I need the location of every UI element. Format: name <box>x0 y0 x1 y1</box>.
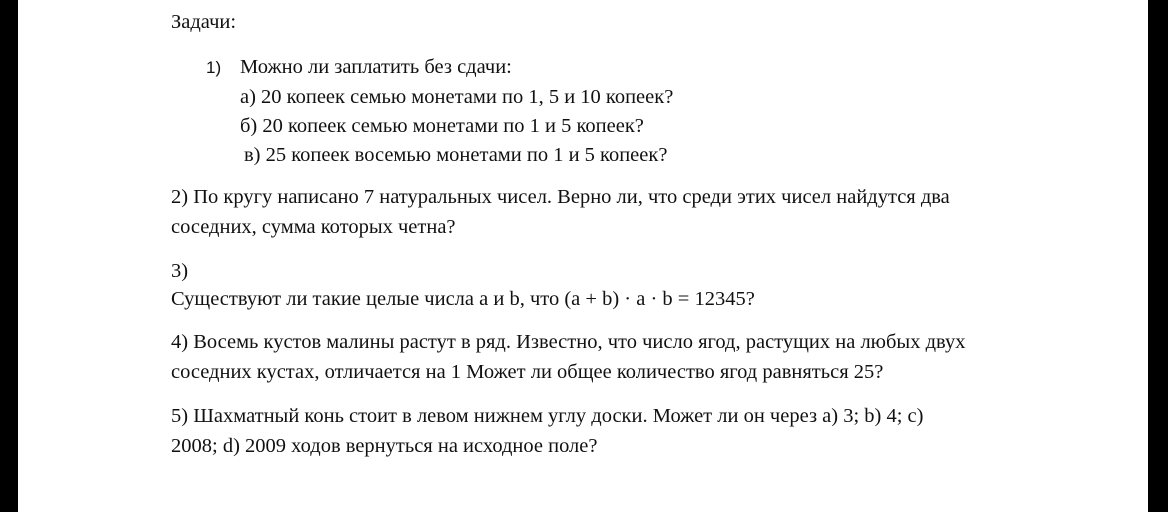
problem-1-number: 1) <box>206 58 222 77</box>
problem-5-line-1: 5) Шахматный конь стоит в левом нижнем углу доски. Может ли он через а) 3; b) 4; c) <box>171 405 924 427</box>
problem-3-question: Существуют ли такие целые числа a и b, что (a + b) · a · b = 12345? <box>171 288 755 310</box>
problem-1-part-a: а) 20 копеек семью монетами по 1, 5 и 10 копеек? <box>240 86 674 108</box>
problem-1-part-c: в) 25 копеек восемью монетами по 1 и 5 копеек? <box>244 144 668 166</box>
problem-1-question: Можно ли заплатить без сдачи: <box>240 56 512 78</box>
problem-3-number: 3) <box>171 260 189 282</box>
problem-2-line-1: 2) По кругу написано 7 натуральных чисел. Верно ли, что среди этих чисел найдутся два <box>171 186 950 208</box>
problem-5-line-2: 2008; d) 2009 ходов вернуться на исходное поле? <box>171 435 598 457</box>
page-heading: Задачи: <box>171 11 237 33</box>
problem-2-line-2: соседних, сумма которых четна? <box>171 216 456 238</box>
problem-4-line-1: 4) Восемь кустов малины растут в ряд. Известно, что число ягод, растущих на любых двух <box>171 331 966 353</box>
problem-4-line-2: соседних кустах, отличается на 1 Может ли общее количество ягод равняться 25? <box>171 361 884 383</box>
problem-1-part-b: б) 20 копеек семью монетами по 1 и 5 копеек? <box>240 115 644 137</box>
document-page <box>18 0 1148 512</box>
